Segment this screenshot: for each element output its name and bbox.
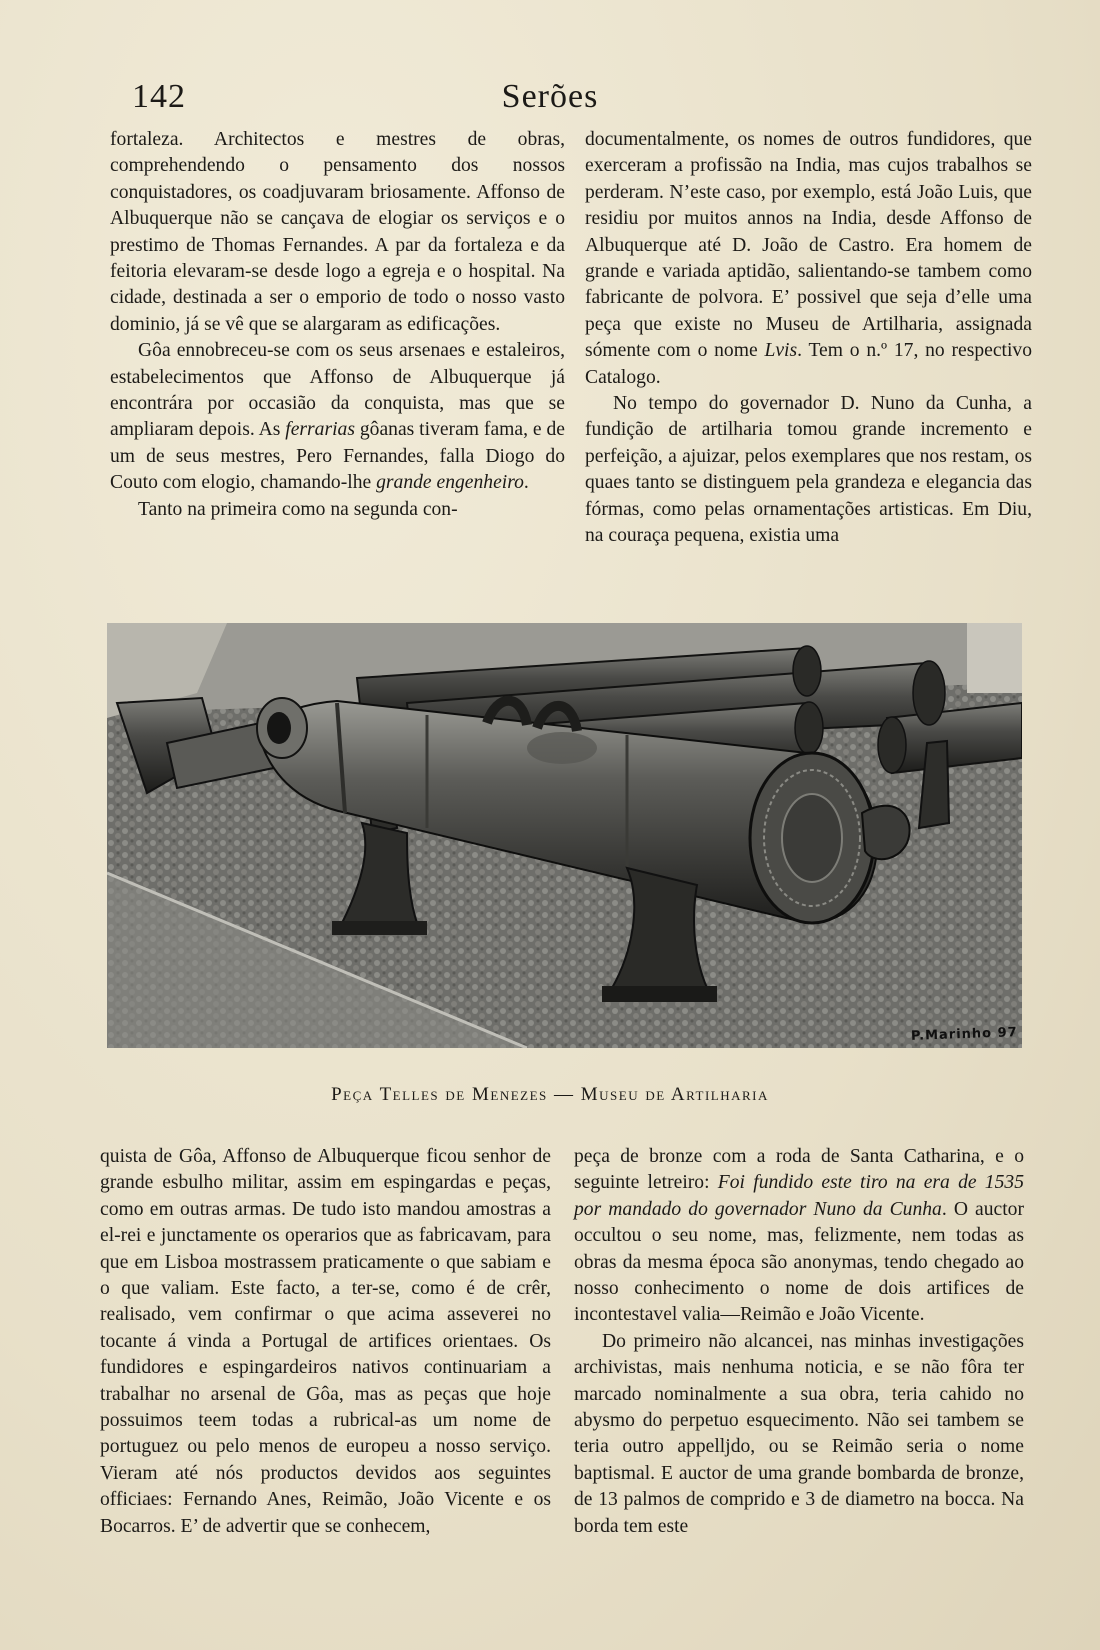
paragraph: Gôa ennobreceu-se com os seus arsenaes e estaleiros, estabelecimentos que Affonso de Albuquerque já encontrára por occasião da conquista, mas que se ampliaram depois. As ferrarias gôanas tiveram fama, e de um de seus mestres, Pero Fernandes, falla Diogo do Couto com elogio, chamando-lhe grande engenheiro. <box>110 340 565 494</box>
paragraph: Do primeiro não alcancei, nas minhas investigações archivistas, mais nenhuma noticia, e se não fôra ter marcado nominalmente a sua obra, teria cahido no abysmo do perpetuo esquecimento. Não sei tambem se teria outro appelljdo, ou se Reimão seria o nome baptismal. E auctor de uma grande bombarda de bronze, de 13 palmos de comprido e 3 de diametro na bocca. Na borda tem este <box>574 1330 1024 1537</box>
running-head: Serões <box>501 78 599 115</box>
paragraph: quista de Gôa, Affonso de Albuquerque ficou senhor de grande esbulho militar, assim em espingardas e peças, como em outras armas. De tudo isto mandou amostras a el-rei e junctamente os operarios que as fabricavam, para que em Lisboa mostrassem praticamente o que sabiam e o que valiam. Este facto, a ter-se, como é de crêr, realisado, vem confirmar o que acima asseverei no tocante á vinda a Portugal de artifices orientaes. Os fundidores e espingardeiros nativos continuariam a trabalhar no arsenal de Gôa, mas as peças que hoje possuimos teem todas a rubrical-as um nome de portuguez ou pelo menos de europeu a nosso serviço. Vieram até nós productos devidos aos seguintes officiaes: Fernando Anes, Reimão, João Vicente e os Bocarros. E’ de advertir que se conhecem, <box>100 1146 551 1537</box>
text-column-bottom-right <box>574 1144 1024 1540</box>
paragraph: No tempo do governador D. Nuno da Cunha, a fundição de artilharia tomou grande incremento e perfeição, a ajuizar, pelos exemplares que nos restam, os quaes tanto se distinguem pela grandeza e elegancia das fórmas, como pelas ornamentações artisticas. Em Diu, na couraça pequena, existia uma <box>585 393 1032 547</box>
page-number: 142 <box>132 78 186 115</box>
text-column-top-right <box>585 127 1032 550</box>
figure-caption: Peça Telles de Menezes — Museu de Artilharia <box>331 1084 769 1105</box>
engraver-signature: P.Marinho 97 <box>911 1025 1019 1044</box>
text-column-top-left <box>110 127 565 523</box>
paragraph: Tanto na primeira como na segunda con- <box>138 498 458 520</box>
paragraph: fortaleza. Architectos e mestres de obras, comprehendendo o pensamento dos nossos conquistadores, os coadjuvaram briosamente. Affonso de Albuquerque não se cançava de elogiar os serviços e o prestimo de Thomas Fernandes. A par da fortaleza e da feitoria elevaram-se desde logo a egreja e o hospital. Na cidade, destinada a ser o emporio de todo o nosso vasto dominio, já se vê que se alargaram as edificações. <box>110 129 565 335</box>
text-column-bottom-left <box>100 1144 551 1540</box>
paragraph: peça de bronze com a roda de Santa Catharina, e o seguinte letreiro: Foi fundido este tiro na era de 1535 por mandado do governador Nuno da Cunha. O auctor occultou o seu nome, mas, felizmente, nem todas as obras da mesma época são anonymas, tendo chegado ao nosso conhecimento o nome de dois artifices de incontestavel valia—Reimão e João Vicente. <box>574 1146 1024 1326</box>
cannon-photograph <box>107 623 1022 1048</box>
paragraph: documentalmente, os nomes de outros fundidores, que exerceram a profissão na India, mas cujos trabalhos se perderam. N’este caso, por exemplo, está João Luis, que residiu por muitos annos na India, desde Affonso de Albuquerque até D. João de Castro. Era homem de grande e variada aptidão, salientando-se tambem como fabricante de polvora. E’ possivel que seja d’elle uma peça que existe no Museu de Artilharia, assignada sómente com o nome Lvis. Tem o n.º 17, no respectivo Catalogo. <box>585 129 1032 388</box>
